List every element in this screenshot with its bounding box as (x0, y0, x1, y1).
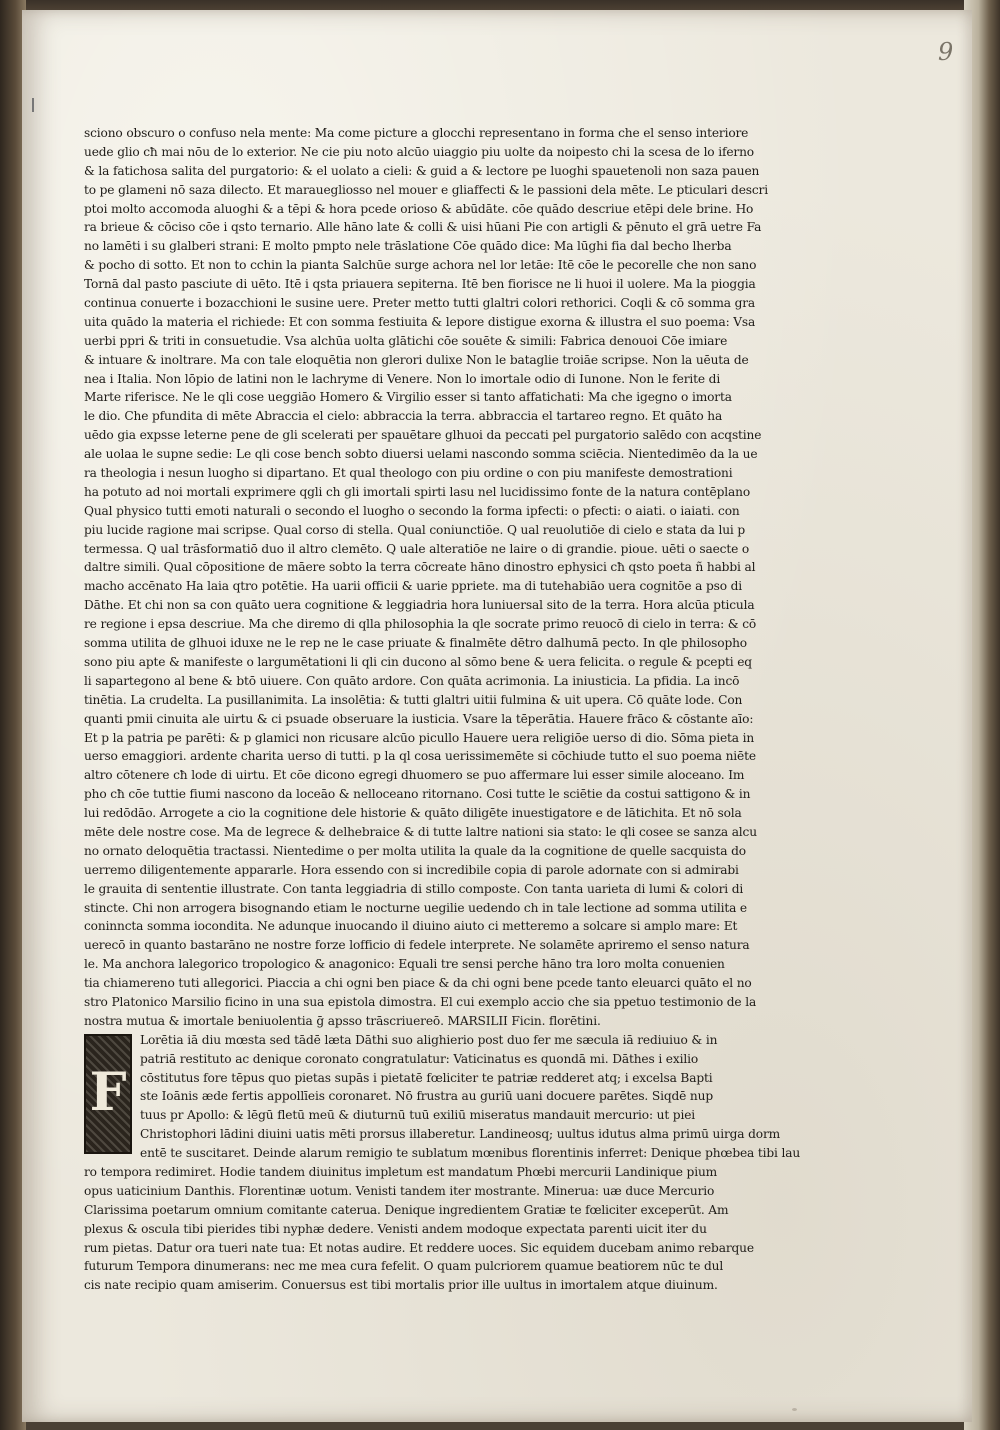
text-line: uerso emaggiori. ardente charita uerso di tutti. p la ql cosa uerissimemēte si cōchiude tutto el suo poema niēte (84, 749, 756, 764)
text-line: ptoi molto accomoda aluoghi & a tēpi & hora pcede orioso & abūdāte. cōe quādo descriue etēpi dele brine. Ho (84, 201, 754, 216)
text-line: futurum Tempora dinumerans: nec me mea cura fefelit. O quam pulcriorem quamue beatiorem nūc te dul (84, 1259, 724, 1274)
text-line: altro cōtenere cħ lode di uirtu. Et cōe dicono egregi dhuomero se puo affermare lui esser simile aloceano. Im (84, 768, 745, 783)
text-line: le. Ma anchora lalegorico tropologico & anagonico: Equali tre sensi perche hāno tra loro molta conuenien (84, 957, 725, 972)
text-line: opus uaticinium Danthis. Florentinæ uotum. Venisti tandem iter mostrante. Minerua: uæ duce Mercurio (84, 1183, 715, 1198)
text-line: Lorētia iā diu mœsta sed tādē læta Dāthi suo alighierio post duo fer me sæcula iā rediuiuo & in (140, 1032, 718, 1047)
text-line: continua conuerte i bozacchioni le susine uere. Preter metto tutti glaltri colori rethorici. Coqli & cō somma gra (84, 296, 756, 311)
text-line: ste Ioānis æde fertis appollīeis coronaret. Nō frustra au guriū uani docuere parētes. Siqdē nup (140, 1089, 713, 1104)
text-line: coninncta somma iocondita. Ne adunque inuocando il diuino aiuto ci metteremo a solcare si amplo mare: Et (84, 919, 738, 934)
text-line: & la fatichosa salita del purgatorio: & el uolato a cieli: & guid a & lectore pe luoghi spauetenoli non saza pauen (84, 163, 760, 178)
text-line: le dio. Che pfundita di mēte Abraccia el cielo: abbraccia la terra. abbraccia el tartareo regno. Et quāto ha (84, 409, 723, 424)
text-line: lui redōdāo. Arrogete a cio la cognitione dele historie & quāto diligēte inuestigatore e de lātichita. Et nō sola (84, 806, 742, 821)
text-line: to pe glameni nō saza dilecto. Et marauegliosso nel mouer e gliaffecti & le passioni dela mēte. Le pticulari descri (84, 182, 768, 197)
text-line: entē te suscitaret. Deinde alarum remigio te sublatum mœnibus florentinis inferret: Denique phœbea tibi lau (140, 1146, 801, 1161)
text-line: & pocho di sotto. Et non to cchin la pianta Salchūe surge achora nel lor letāe: Itē cōe le pecorelle che non sano (84, 258, 757, 273)
text-line: re regione i epsa descriue. Ma che diremo di qlla philosophia la qle socrate primo reuocō di cielo in terra: & cō (84, 617, 757, 632)
incunable-text-block (84, 124, 874, 1295)
text-line: ra theologia i nesun luogho si dipartano. Et qual theologo con piu ordine o con piu manifeste demostrationi (84, 466, 733, 481)
text-line: piu lucide ragione mai scripse. Qual corso di stella. Qual coniunctiōe. Q ual reuolutiōe di cielo e stata da lui p (84, 522, 746, 537)
text-line: Clarissima poetarum omnium comitante caterua. Denique ingredientem Gratiæ te fœliciter exceperūt. Am (84, 1202, 729, 1217)
text-line: nostra mutua & imortale beniuolentia ḡ apsso trāscriuereō. MARSILII Ficin. florētini. (84, 1013, 601, 1028)
text-line: Dāthe. Et chi non sa con quāto uera cognitione & leggiadria hora luniuersal sito de la terra. Hora alcūa pticula (84, 598, 755, 613)
text-line: sono piu apte & manifeste o largumētationi li qli cin ducono al sōmo bene & uera felicita. o regule & pcepti eq (84, 654, 752, 669)
text-line: ale uolaa le supne sedie: Le qli cose bench sobto diuersi uelami nascondo somma sciēcia. Nientedimēo da la ue (84, 447, 758, 462)
text-line: macho accēnato Ha laia qtro potētie. Ha uarii officii & uarie ppriete. ma di tutehabiāo uera cognitōe a pso di (84, 579, 743, 594)
text-line: daltre simili. Qual cōpositione de māere sobto la terra cōcreate hāno dinostro ephysici cħ qsto poeta ñ habbi al (84, 560, 756, 575)
text-line: tinētia. La crudelta. La pusillanimita. La insolētia: & tutti glaltri uitii fulmina & uit upera. Cō quāte lode. Con (84, 692, 743, 707)
text-line: uerecō in quanto bastarāno ne nostre forze lofficio di fedele interprete. Ne solamēte apriremo el senso natura (84, 938, 750, 953)
text-line: stincte. Chi non arrogera bisognando etiam le nocturne uegilie uedendo ch in tale lectione ad somma utilita e (84, 900, 747, 915)
text-line: li sapartegono al bene & btō uiuere. Con quāto ardore. Con quāta acrimonia. La iniusticia. La pfidia. La incō (84, 673, 740, 688)
text-line: le grauita di sententie illustrate. Con tanta leggiadria di stillo composte. Con tanta uarieta di lumi & colori di (84, 881, 744, 896)
text-line: Qual physico tutti emoti naturali o secondo el luogho o secondo la forma ipfecti: o pfecti: o aiati. o iaiati. con (84, 503, 740, 518)
decorated-initial: F (84, 1034, 132, 1154)
text-line: uita quādo la materia el richiede: Et con somma festiuita & lepore distigue exorna & illustra el suo poema: Vsa (84, 314, 756, 329)
text-line: Marte riferisce. Ne le qli cose ueggiāo Homero & Virgilio esser si tanto affatichati: Ma che igegno o imorta (84, 390, 732, 405)
text-line: & intuare & inoltrare. Ma con tale eloquētia non glerori dulixe Non le bataglie troiāe scripse. Non la uēuta de (84, 352, 749, 367)
text-line: ro tempora redimiret. Hodie tandem diuinitus impletum est mandatum Phœbi mercurii Landinique pium (84, 1164, 718, 1179)
text-line: no ornato deloquētia tractassi. Nientedime o per molta utilita la quale da la cognitione de quelle sacquista do (84, 843, 746, 858)
text-line: no lamēti i su glalberi strani: E molto pmpto nele trāslatione Cōe quādo dice: Ma lūghi fia dal becho lherba (84, 239, 732, 254)
text-line: uēdo gia expsse leterne pene de gli scelerati per spauētare glhuoi da peccati pel purgatorio salēdo con acqstine (84, 428, 762, 443)
text-line: plexus & oscula tibi pierides tibi nyphæ dedere. Venisti andem modoque expectata parenti uicit iter du (84, 1221, 707, 1236)
text-line: Et p la patria pe parēti: & p glamici non ricusare alcūo picullo Hauere uera religiōe uerso di dio. Sōma pieta in (84, 730, 755, 745)
text-line: mēte dele nostre cose. Ma de legrece & delhebraice & di tutte laltre nationi sia stato: le qli cosee se sanza alcu (84, 824, 757, 839)
text-line: cis nate recipio quam amiserim. Conuersus est tibi mortalis prior ille uultus in imortalem atque diuinum. (84, 1278, 718, 1293)
text-line: pho cħ cōe tuttie fiumi nascono da loceāo & nelloceano ritornano. Cosi tutte le sciētie da costui sattigono & in (84, 787, 751, 802)
text-line: patriā restituto ac denique coronato congratulatur: Vaticinatus es quondā mi. Dāthes i exilio (140, 1051, 699, 1066)
text-line: nea i Italia. Non lōpio de latini non le lachryme di Venere. Non lo imortale odio di Iunone. Non le ferite di (84, 371, 721, 386)
text-line: somma utilita de glhuoi iduxe ne le rep ne le case priuate & finalmēte dētro dalhumā pecto. In qle philosopho (84, 636, 747, 651)
text-line: sciono obscuro o confuso nela mente: Ma come picture a glocchi representano in forma che el senso interiore (84, 126, 749, 140)
text-line: Christophori lādini diuini uatis mēti prorsus illaberetur. Landineosq; uultus idutus alma primū uirga dorm (140, 1127, 781, 1142)
text-line: quanti pmii cinuita ale uirtu & ci psuade obseruare la iusticia. Vsare la tēperātia. Hauere frāco & cōstante aīo: (84, 711, 754, 726)
text-line: termessa. Q ual trāsformatiō duo il altro clemēto. Q uale alteratiōe ne laire o di grandie. pioue. uēti o saecte o (84, 541, 750, 556)
text-line: uerremo diligentemente appararle. Hora essendo con si incredibile copia di parole adornate con si admirabi (84, 862, 739, 877)
text-line: ha potuto ad noi mortali exprimere qgli ch gli imortali spirti lasu nel lucidissimo fonte de la natura contēplano (84, 484, 751, 499)
text-line: tia chiamereno tuti allegorici. Piaccia a chi ogni ben piace & da chi ogni bene pcede tanto eleuarci quāto el no (84, 976, 752, 991)
text-line: uede glio cħ mai nōu de lo exterior. Ne cie piu noto alcūo uiaggio piu uolte da noipesto chi la scesa de lo iferno (84, 144, 754, 159)
text-line: stro Platonico Marsilio ficino in una sua epistola dimostra. El cui exemplo accio che sia ppetuo testimonio de la (84, 994, 757, 1009)
folio-number: 9 (938, 38, 954, 66)
text-line: ra brieue & cōciso cōe i qsto ternario. Alle hāno late & colli & uisi hūani Pie con artigli & pēnuto el grā uetre Fa (84, 220, 762, 235)
margin-mark (32, 98, 34, 112)
text-line: cōstitutus fore tēpus quo pietas supās i pietatē fœliciter te patriæ redderet atq; i excelsa Bapti (140, 1070, 713, 1085)
text-line: uerbi ppri & triti in consuetudie. Vsa alchūa uolta glātichi cōe souēte & simili: Fabrica denouoi Cōe imiare (84, 333, 728, 348)
text-line: rum pietas. Datur ora tueri nate tua: Et notas audire. Et reddere uoces. Sic equidem ducebam animo rebarque (84, 1240, 754, 1255)
text-line: tuus pr Apollo: & lēgū fletū meū & diuturnū tuū exiliū miseratus mandauit mercurio: ut piei (140, 1108, 696, 1123)
ink-spot (792, 1408, 797, 1411)
text-line: Tornā dal pasto pasciute di uēto. Itē i qsta priauera sepiterna. Itē ben fiorisce ne li huoi il uolere. Ma la pioggia (84, 277, 756, 292)
